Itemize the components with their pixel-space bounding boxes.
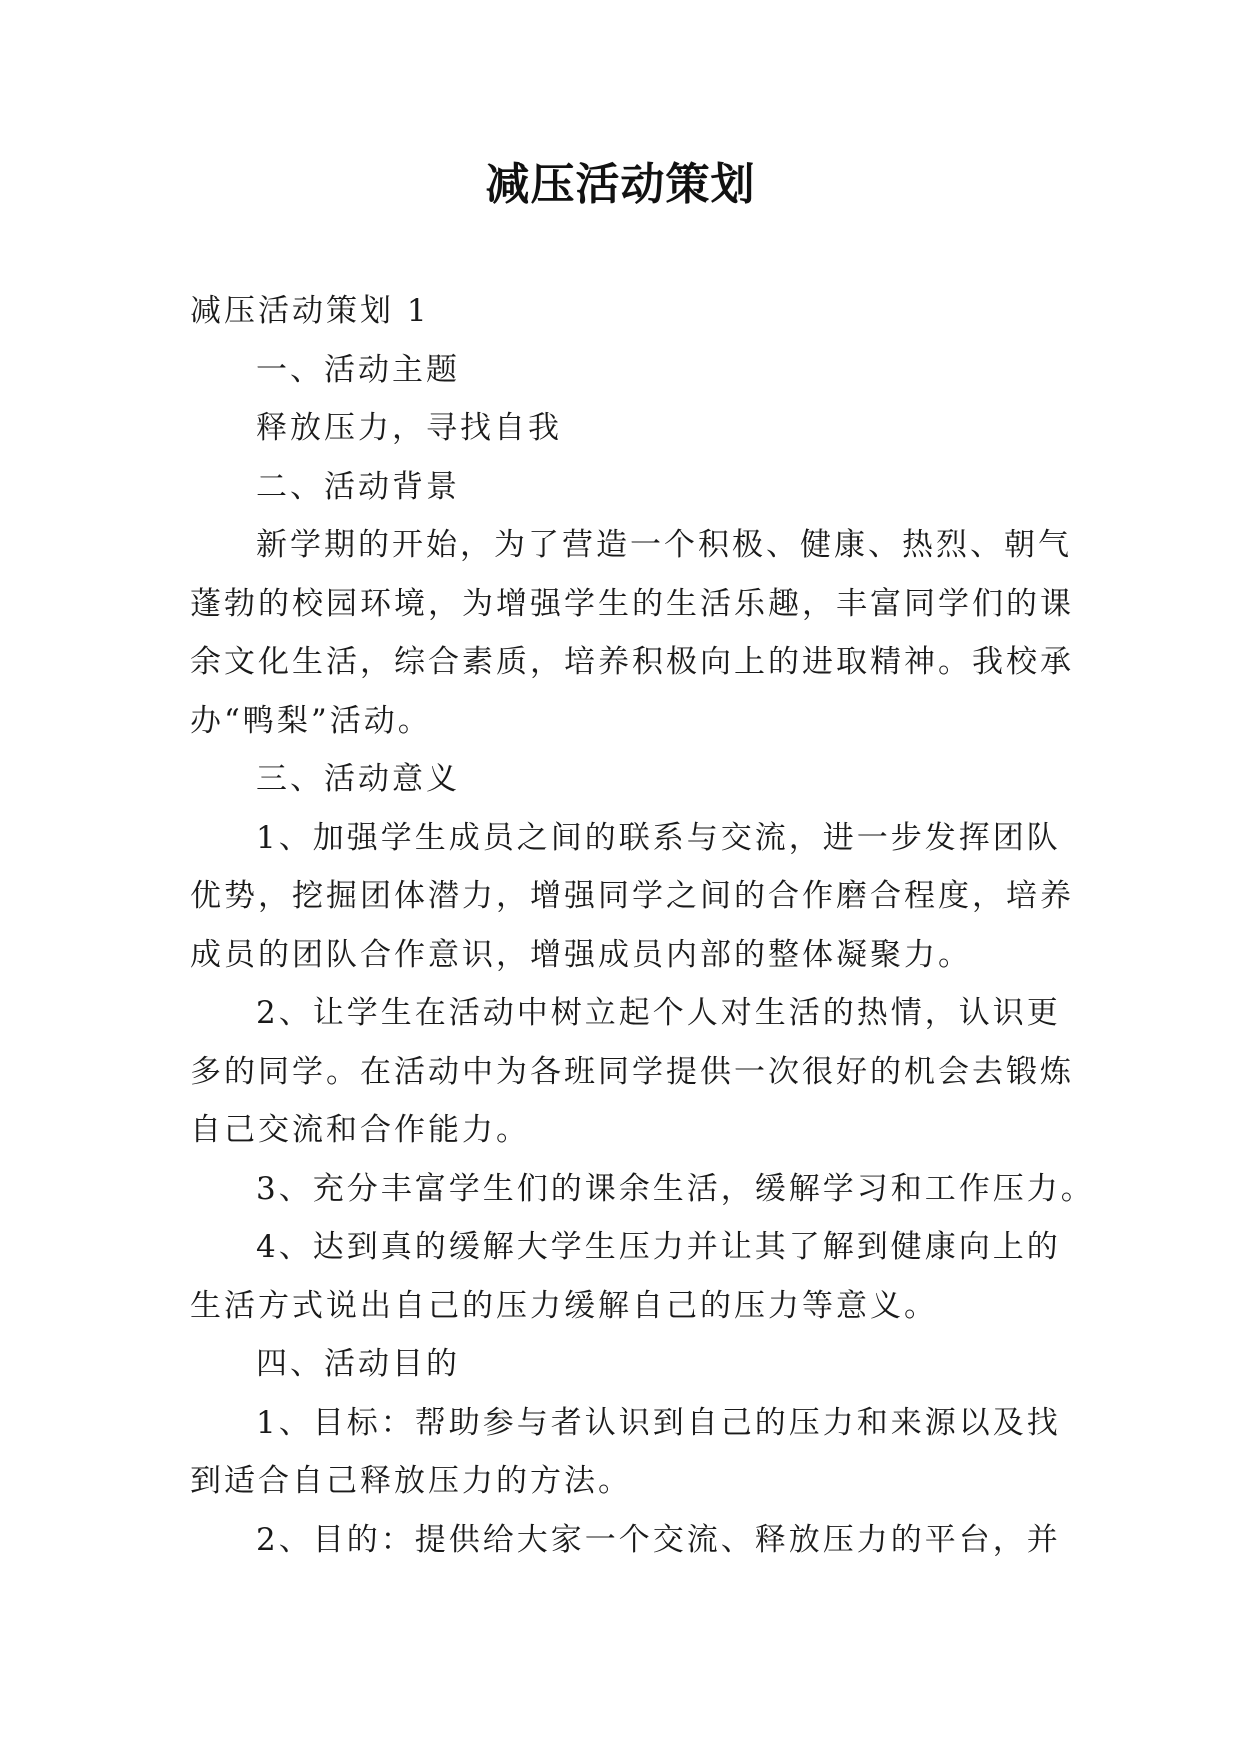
paragraph-line: 优势，挖掘团体潜力，增强同学之间的合作磨合程度，培养 bbox=[190, 878, 1074, 914]
paragraph-line: 余文化生活，综合素质，培养积极向上的进取精神。我校承 bbox=[190, 644, 1074, 680]
paragraph-line: 生活方式说出自己的压力缓解自己的压力等意义。 bbox=[190, 1287, 938, 1324]
paragraph-line: 2、目的：提供给大家一个交流、释放压力的平台，并 bbox=[256, 1521, 1061, 1558]
document-body bbox=[190, 282, 1095, 1569]
paragraph-line: 一、活动主题 bbox=[256, 351, 460, 388]
paragraph-line: 二、活动背景 bbox=[256, 468, 460, 505]
paragraph-line: 3、充分丰富学生们的课余生活，缓解学习和工作压力。 bbox=[256, 1170, 1095, 1207]
paragraph-line: 办“鸭梨”活动。 bbox=[190, 702, 432, 739]
paragraph-line: 蓬勃的校园环境，为增强学生的生活乐趣，丰富同学们的课 bbox=[190, 585, 1074, 622]
paragraph-line: 4、达到真的缓解大学生压力并让其了解到健康向上的 bbox=[256, 1229, 1061, 1265]
paragraph-line: 减压活动策划 1 bbox=[190, 293, 430, 329]
paragraph-line: 新学期的开始，为了营造一个积极、健康、热烈、朝气 bbox=[256, 527, 1072, 563]
paragraph-line: 1、目标：帮助参与者认识到自己的压力和来源以及找 bbox=[256, 1404, 1061, 1441]
paragraph-line: 自己交流和合作能力。 bbox=[190, 1112, 530, 1148]
paragraph-line: 三、活动意义 bbox=[256, 761, 460, 797]
paragraph-line: 四、活动目的 bbox=[256, 1346, 460, 1382]
paragraph-line: 多的同学。在活动中为各班同学提供一次很好的机会去锻炼 bbox=[190, 1053, 1074, 1090]
paragraph-line: 2、让学生在活动中树立起个人对生活的热情，认识更 bbox=[256, 995, 1061, 1031]
paragraph-line: 到适合自己释放压力的方法。 bbox=[190, 1463, 632, 1499]
paragraph-line: 释放压力，寻找自我 bbox=[256, 410, 562, 446]
paragraph-line: 成员的团队合作意识，增强成员内部的整体凝聚力。 bbox=[190, 936, 972, 973]
document-title: 减压活动策划 bbox=[485, 159, 756, 210]
paragraph-line: 1、加强学生成员之间的联系与交流，进一步发挥团队 bbox=[256, 819, 1061, 856]
